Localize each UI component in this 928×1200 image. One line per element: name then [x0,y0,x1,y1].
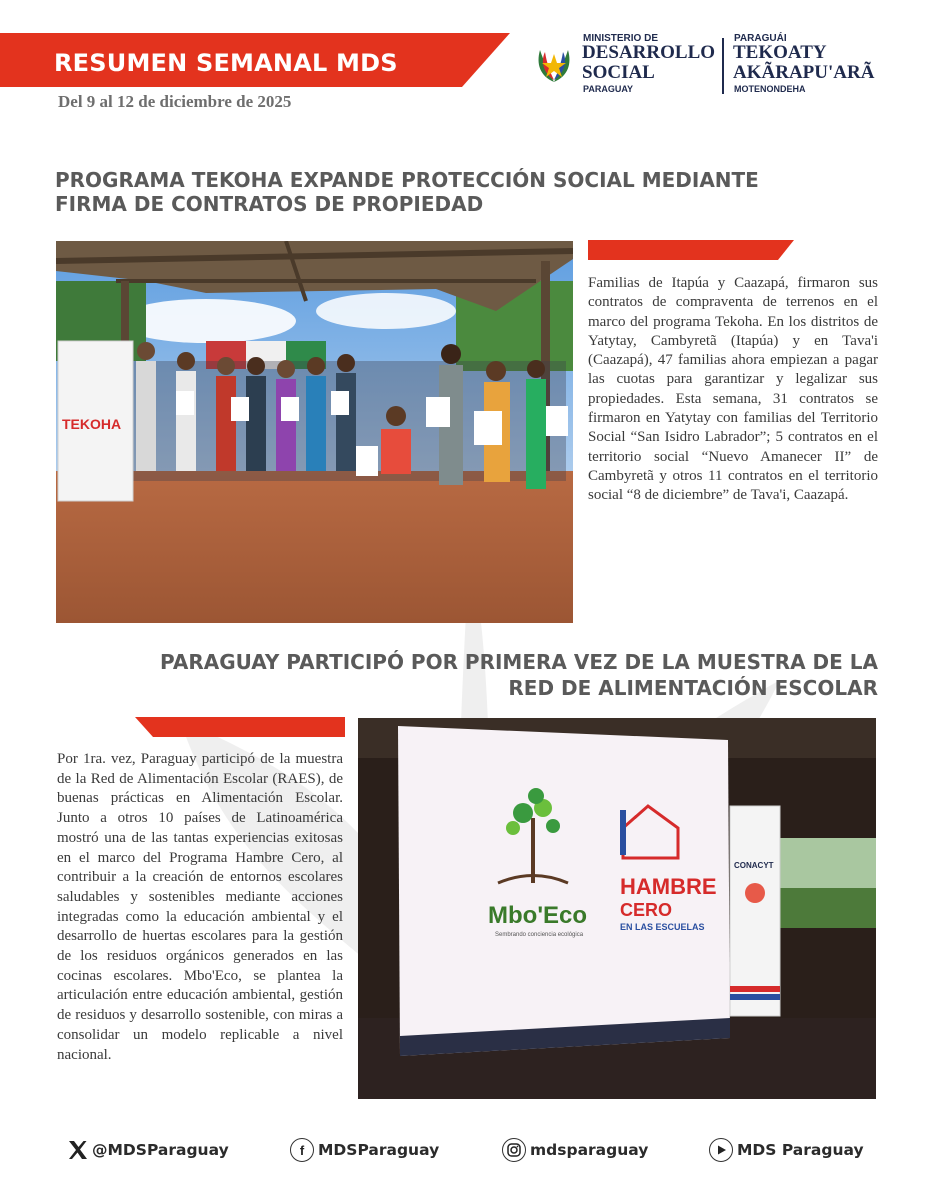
logo-divider [722,38,724,94]
logo-guarani-label: PARAGUÁI [734,33,787,44]
logo-ministry-country: PARAGUAY [583,84,634,94]
article1-heading-line1: PROGRAMA TEKOHA EXPANDE PROTECCIÓN SOCIAL MEDIANTE [55,168,759,192]
article2-accent-bar [135,717,345,737]
hambre-cero-line1: HAMBRE [620,874,717,899]
article2-heading-line2: RED DE ALIMENTACIÓN ESCOLAR [508,676,878,700]
article1-accent-bar [588,240,794,260]
article1-body: Familias de Itapúa y Caazapá, firmaron sus contratos de compraventa de terrenos en el marco del programa Tekoha. En los distritos de Yatytay, Cambyretã (Itapúa) y en Tava'i (Caazapá), 47 familias ahora empiezan a pagar las cuotas para garantizar y legalizar sus propiedades. Esta semana, 31 contratos se firmaron en Yatytay con familias del Territorio Social “San Isidro Labrador”; 5 contratos en el territorio social “Nuevo Amanecer II” de Cambyretã y otros 11 contratos en el territorio social “8 de diciembre” de Tava'i, Caazapá. [588,275,878,504]
logo-guarani-sub: MOTENONDEHA [734,84,806,94]
x-logo-icon [66,1138,90,1162]
footer-x-handle: @MDSParaguay [92,1141,229,1159]
footer-x[interactable] [66,1136,229,1164]
footer-instagram[interactable] [502,1136,648,1164]
footer-youtube[interactable] [709,1136,864,1164]
ministry-seal-icon [532,42,576,86]
article2-heading-line1: PARAGUAY PARTICIPÓ POR PRIMERA VEZ DE LA MUESTRA DE LA [160,650,878,674]
article2-photo [358,718,876,1099]
mboeco-tagline: Sembrando conciencia ecológica [495,932,584,938]
logo-guarani-line1: TEKOATY [733,42,827,63]
hambre-cero-line2: CERO [620,900,673,920]
facebook-icon: f [290,1138,314,1162]
article2-heading [78,649,878,701]
conacyt-banner-text: CONACYT [734,861,774,870]
logo-ministry-label: MINISTERIO DE [583,33,659,44]
footer-facebook[interactable] [290,1136,439,1164]
footer-instagram-handle: mdsparaguay [530,1141,649,1159]
article1-heading-line2: FIRMA DE CONTRATOS DE PROPIEDAD [55,192,484,216]
logo-guarani-line2: AKÃRAPU'ARÃ [733,62,875,83]
header-title: RESUMEN SEMANAL MDS [54,49,398,77]
footer-facebook-handle: MDSParaguay [318,1141,440,1159]
hambre-cero-line3: EN LAS ESCUELAS [620,922,705,932]
article1-photo [56,241,573,623]
footer-youtube-handle: MDS Paraguay [737,1141,864,1159]
tekoha-banner-text: TEKOHA [62,416,122,432]
youtube-icon [709,1138,733,1162]
article2-body: Por 1ra. vez, Paraguay participó de la muestra de la Red de Alimentación Escolar (RAES), de buenas prácticas en Alimentación Escolar. Junto a otros 10 países de Latinoamérica mostró una de las tantas experiencias exitosas en el marco del Programa Hambre Cero, al contribuir a la creación de entornos escolares saludables y sostenibles mediante acciones integradas como la educación ambiental y el desarrollo de huertas escolares para la gestión de los residuos orgánicos generados en las cocinas escolares. Mbo'Eco, se plantea la articulación entre educación ambiental, gestión de residuos y desarrollo sostenible, con miras a consolidar un modelo replicable a nivel nacional. [57,751,343,1063]
logo-ministry-line1: DESARROLLO [582,42,716,63]
logo-ministry-line2: SOCIAL [582,62,655,83]
header-date-range: Del 9 al 12 de diciembre de 2025 [58,92,292,111]
article1-heading [55,168,855,216]
instagram-icon [502,1138,526,1162]
mboeco-title: Mbo'Eco [488,902,588,929]
